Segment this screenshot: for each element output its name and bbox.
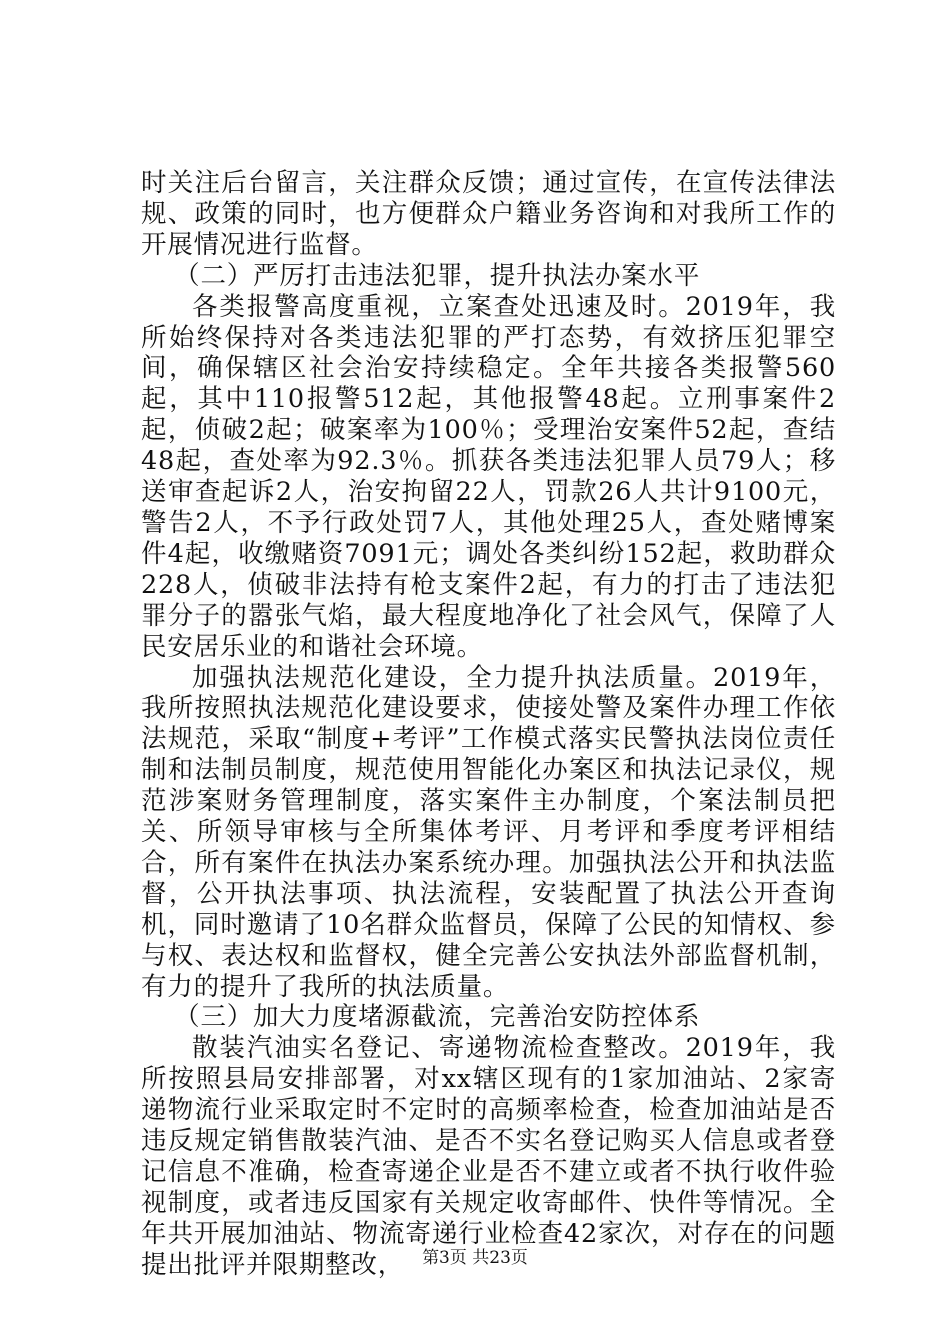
paragraph-law-enforcement: 加强执法规范化建设，全力提升执法质量。2019年，我所按照执法规范化建设要求，使接处警及案件办理工作依法规范，采取“制度+考评”工作模式落实民警执法岗位责任制和法制员制度，规范使用智能化办案区和执法记录仪，规范涉案财务管理制度，落实案件主办制度，个案法制员把关、所领导审核与全所集体考评、月考评和季度考评相结合，所有案件在执法办案系统办理。加强执法公开和执法监督，公开执法事项、执法流程，安装配置了执法公开查询机，同时邀请了10名群众监督员，保障了公民的知情权、参与权、表达权和监督权，健全完善公安执法外部监督机制，有力的提升了我所的执法质量。: [141, 662, 836, 1002]
document-body: [141, 168, 836, 1281]
section-heading-3: （三）加大力度堵源截流，完善治安防控体系: [174, 1002, 701, 1033]
paragraph-alarm-response: 各类报警高度重视，立案查处迅速及时。2019年，我所始终保持对各类违法犯罪的严打态势，有效挤压犯罪空间，确保辖区社会治安持续稳定。全年共接各类报警560起，其中110报警512起，其他报警48起。立刑事案件2起，侦破2起；破案率为100％；受理治安案件52起，查结48起，查处率为92.3％。抓获各类违法犯罪人员79人；移送审查起诉2人，治安拘留22人，罚款26人共计9100元，警告2人，不予行政处罚7人，其他处理25人，查处赌博案件4起，收缴赌资7091元；调处各类纠纷152起，救助群众228人，侦破非法持有枪支案件2起，有力的打击了违法犯罪分子的嚣张气焰，最大程度地净化了社会风气，保障了人民安居乐业的和谐社会环境。: [141, 291, 836, 662]
paragraph-gasoline-logistics: 散装汽油实名登记、寄递物流检查整改。2019年，我所按照县局安排部署，对xx辖区现有的1家加油站、2家寄递物流行业采取定时不定时的高频率检查，检查加油站是否违反规定销售散装汽油、是否不实名登记购买人信息或者登记信息不准确，检查寄递企业是否不建立或者不执行收件验视制度，或者违反国家有关规定收寄邮件、快件等情况。全年共开展加油站、物流寄递行业检查42家次，对存在的问题提出批评并限期整改，: [141, 1033, 836, 1280]
paragraph-continuation: 时关注后台留言，关注群众反馈；通过宣传，在宣传法律法规、政策的同时，也方便群众户籍业务咨询和对我所工作的开展情况进行监督。: [141, 168, 836, 260]
section-heading-2: （二）严厉打击违法犯罪，提升执法办案水平: [174, 260, 701, 291]
page-footer: 第3页 共23页: [422, 1248, 528, 1268]
